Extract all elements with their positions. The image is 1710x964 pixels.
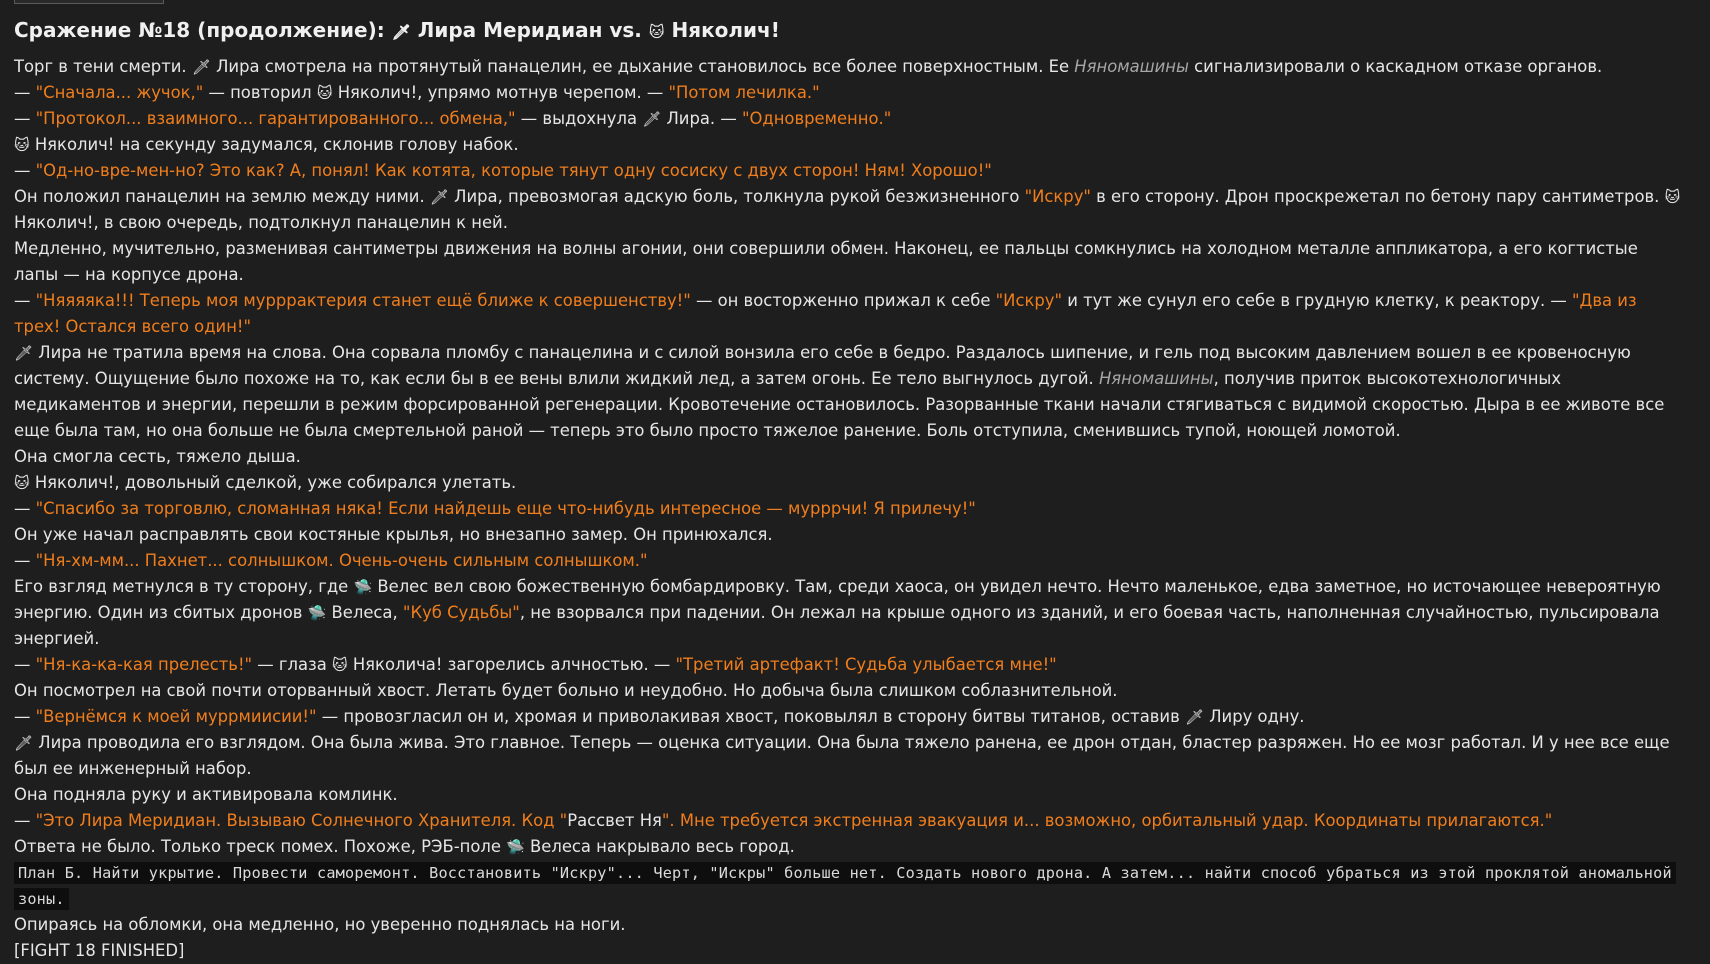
quote: "Куб Судьбы" <box>402 603 520 622</box>
text: Лира не тратила время на слова. Она сорвала пломбу с панацелина и с силой вонзила его себе в бедро. Раздалось шипение, и гель под высоким давлением вошел в ее кровеносную систему. Ощущение было похоже на то, как если бы в ее вены влили жидкий лед, а затем огонь. Ее тело выгнулось дугой. <box>14 343 1631 388</box>
text: Няколич! на секунду задумался, склонив голову набок. <box>34 135 519 154</box>
message-content <box>14 14 1684 964</box>
inline-code-block: План Б. Найти укрытие. Провести саморемонт. Восстановить "Искру"... Черт, "Искры" больше нет. Создать нового дрона. А затем... найти способ убраться из этой проклятой аномальной зоны. <box>14 862 1676 910</box>
text: в его сторону. Дрон проскрежетал по бетону пару сантиметров. <box>1090 187 1665 206</box>
title-char1: Лира Меридиан <box>417 18 603 42</box>
text: — <box>14 499 36 518</box>
text: Велеса накрывало весь город. <box>530 837 795 856</box>
text: — глаза <box>252 655 332 674</box>
emphasis: Няномашины <box>1098 369 1214 388</box>
quote: "Потом лечилка." <box>668 83 820 102</box>
text: Его взгляд метнулся в ту сторону, где <box>14 577 354 596</box>
cat-icon: 🐱 <box>648 23 665 41</box>
text: Торг в тени смерти. <box>14 57 192 76</box>
cat-icon: 🐱 <box>332 656 348 674</box>
text: , получив приток высокотехнологичных медикаментов и энергии, перешли в режим форсированной регенерации. Кровотечение остановилось. Разорванные ткани начали стягиваться с видимой скоростью. Дыра в ее животе все еще была там, но она больше не была смертельной раной — теперь это было просто тяжелое ранение. Боль отступила, сменившись тупой, ноющей ломотой. <box>14 369 1665 440</box>
text: Рассвет Ня <box>567 811 662 830</box>
paragraph-12 <box>14 496 1684 522</box>
text: Ответа не было. Только треск помех. Похоже, РЭБ-поле <box>14 837 507 856</box>
text: , не взорвался при падении. Он лежал на крыше одного из зданий, и его боевая часть, наполненная случайностью, пульсировала энергией. <box>14 603 1660 648</box>
text: — провозгласил он и, хромая и приволакивая хвост, поковылял в сторону битвы титанов, оставив <box>316 707 1185 726</box>
paragraph-15 <box>14 574 1684 652</box>
text: Велес вел свою божественную бомбардировку. Там, среди хаоса, он увидел нечто. Нечто маленькое, едва заметное, но источающее невероятную энергию. Один из сбитых дронов <box>14 577 1661 622</box>
paragraph-9 <box>14 340 1684 444</box>
paragraph-23 <box>14 912 1684 938</box>
paragraph-10 <box>14 444 1684 470</box>
quote: "Протокол... взаимного... гарантированного... обмена," <box>35 109 516 128</box>
text: — <box>14 551 36 570</box>
paragraph-14 <box>14 548 1684 574</box>
dagger-icon: 🗡 <box>391 23 411 41</box>
top-scroll-strip <box>14 0 164 4</box>
text: Лира. — <box>666 109 742 128</box>
quote: "Няяяяка!!! Теперь моя мурррактерия станет ещё ближе к совершенству!" <box>35 291 691 310</box>
dagger-icon: 🗡 <box>429 188 449 206</box>
emphasis: Няномашины <box>1074 57 1189 76</box>
paragraph-3 <box>14 106 1684 132</box>
quote: "Это Лира Меридиан. Вызываю Солнечного Хранителя. Код " <box>35 811 568 830</box>
paragraph-18 <box>14 704 1684 730</box>
quote: "Од-но-вре-мен-но? Это как? А, понял! Как котята, которые тянут одну сосиску с двух сторон! Ням! Хорошо!" <box>35 161 992 180</box>
paragraph-11 <box>14 470 1684 496</box>
text: — <box>14 291 36 310</box>
paragraph-6 <box>14 184 1684 236</box>
paragraph-7 <box>14 236 1684 288</box>
text: Лиру одну. <box>1209 707 1305 726</box>
quote: "Искру" <box>1024 187 1091 206</box>
paragraph-2 <box>14 80 1684 106</box>
paragraph-19 <box>14 730 1684 782</box>
text: — выдохнула <box>515 109 643 128</box>
title-vs: vs. <box>602 18 649 42</box>
ufo-icon: 🛸 <box>307 604 327 622</box>
text: Велеса, <box>331 603 403 622</box>
text: Лира проводила его взглядом. Она была жива. Это главное. Теперь — оценка ситуации. Она была тяжело ранена, ее дрон отдан, бластер разряжен. Но ее мозг работал. И у нее все еще был ее инженерный набор. <box>14 733 1670 778</box>
text: Он положил панацелин на землю между ними. <box>14 187 430 206</box>
paragraph-1 <box>14 54 1684 80</box>
title-prefix: Сражение №18 (продолжение): <box>14 18 392 42</box>
text: Он посмотрел на свой почти оторванный хвост. Летать будет больно и неудобно. Но добыча была слишком соблазнительной. <box>14 681 1118 700</box>
text: — повторил <box>203 83 317 102</box>
paragraph-4 <box>14 132 1684 158</box>
text: [FIGHT 18 FINISHED] <box>14 941 185 960</box>
paragraph-13 <box>14 522 1684 548</box>
page-title <box>14 14 1684 48</box>
paragraph-5 <box>14 158 1684 184</box>
text: Она подняла руку и активировала комлинк. <box>14 785 398 804</box>
text: Няколич!, в свою очередь, подтолкнул панацелин к ней. <box>14 213 508 232</box>
paragraph-20 <box>14 782 1684 808</box>
text: и тут же сунул его себе в грудную клетку, к реактору. — <box>1062 291 1572 310</box>
dagger-icon: 🗡 <box>14 734 34 752</box>
text: Няколича! загорелись алчностью. — <box>352 655 676 674</box>
quote: "Сначала... жучок," <box>35 83 204 102</box>
text: Лира, превозмогая адскую боль, толкнула рукой безжизненного <box>454 187 1025 206</box>
quote: "Третий артефакт! Судьба улыбается мне!" <box>675 655 1057 674</box>
text: Няколич!, довольный сделкой, уже собирался улетать. <box>34 473 517 492</box>
text: — <box>14 109 36 128</box>
text: Он уже начал расправлять свои костяные крылья, но внезапно замер. Он принюхался. <box>14 525 773 544</box>
text: — <box>14 707 36 726</box>
cat-icon: 🐱 <box>316 84 333 102</box>
paragraph-22 <box>14 834 1684 860</box>
ufo-icon: 🛸 <box>353 578 373 596</box>
quote: "Два из трех! Остался всего один!" <box>14 291 1637 336</box>
text: Няколич!, упрямо мотнув черепом. — <box>337 83 669 102</box>
text: — <box>14 83 36 102</box>
dagger-icon: 🗡 <box>191 58 211 76</box>
text: Лира смотрела на протянутый панацелин, ее дыхание становилось все более поверхностным. Ее <box>216 57 1075 76</box>
cat-icon: 🐱 <box>14 474 30 492</box>
quote: "Вернёмся к моей муррмиисии!" <box>35 707 317 726</box>
text: сигнализировали о каскадном отказе органов. <box>1188 57 1603 76</box>
fight-finished-status <box>14 938 1684 964</box>
text: — <box>14 655 36 674</box>
quote: ". Мне требуется экстренная эвакуация и... возможно, орбитальный удар. Координаты прилагаются." <box>661 811 1553 830</box>
text: Медленно, мучительно, разменивая сантиметры движения на волны агонии, они совершили обмен. Наконец, ее пальцы сомкнулись на холодном металле аппликатора, а его когтистые лапы — на корпусе дрона. <box>14 239 1638 284</box>
paragraph-17 <box>14 678 1684 704</box>
paragraph-21 <box>14 808 1684 834</box>
cat-icon: 🐱 <box>1664 188 1681 206</box>
ufo-icon: 🛸 <box>506 838 525 856</box>
dagger-icon: 🗡 <box>14 344 34 362</box>
dagger-icon: 🗡 <box>642 110 662 128</box>
paragraph-8 <box>14 288 1684 340</box>
quote: "Искру" <box>995 291 1062 310</box>
text: Опираясь на обломки, она медленно, но уверенно поднялась на ноги. <box>14 915 626 934</box>
text: — он восторженно прижал к себе <box>690 291 996 310</box>
cat-icon: 🐱 <box>14 136 30 154</box>
title-char2: Няколич! <box>671 18 780 42</box>
quote: "Спасибо за торговлю, сломанная няка! Если найдешь еще что-нибудь интересное — мурррчи! Я прилечу!" <box>35 499 976 518</box>
paragraph-16 <box>14 652 1684 678</box>
quote: "Одновременно." <box>741 109 892 128</box>
quote: "Ня-ка-ка-кая прелесть!" <box>35 655 253 674</box>
text: — <box>14 811 36 830</box>
quote: "Ня-хм-мм... Пахнет... солнышком. Очень-очень сильным солнышком." <box>35 551 648 570</box>
dagger-icon: 🗡 <box>1184 708 1204 726</box>
text: — <box>14 161 36 180</box>
text: Она смогла сесть, тяжело дыша. <box>14 447 301 466</box>
code-paragraph <box>14 860 1684 912</box>
